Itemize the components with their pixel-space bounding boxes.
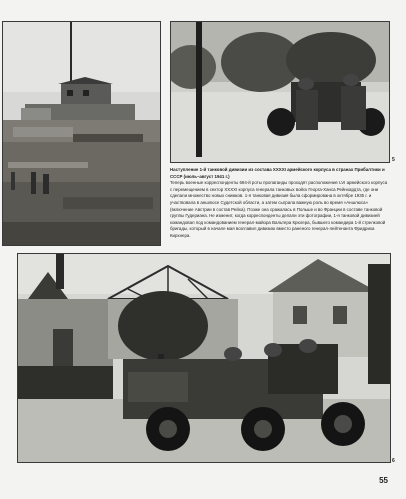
caption-body: Теперь военные корреспонденты 694-й роты пропаганды проходят расположение LVI армейского корпуса с перемещением в сектор XXXXI корпуса генерала танковых войск Георга-Ханса Рейнхардта, где они сделали множество новых снимков. 1-я танковая дивизия была сформирована в октябре 1935 г. и участвовала в аншлюсе Судетской области, а затем сыграла важную роль во время «Аншлюса» (включение Австрии в состав Рейха). Позже она сражалась в Польше и во Франции в составе танковой группы Гудериана. Не изменит, когда корреспонденты делали эти фотографии, 1-я танковой дивизией командовал под командованием генерал-майора Вальтера Крюгера, бывшего командира 1-й стрелковой бригады, который в начале мая возглавил дивизию вместо раненого генерал-лейтенанта Фридриха Кирхнера. bbox=[170, 180, 388, 238]
photo-gun-crew bbox=[170, 21, 390, 163]
photo-village-ruins bbox=[2, 21, 161, 246]
photo-caption bbox=[170, 167, 390, 240]
page-number: 55 bbox=[379, 476, 388, 485]
village-ruins-image bbox=[3, 22, 160, 245]
caption-title: Наступление 1-й танковой дивизии из состава XXXXI армейского корпуса в странах Прибалтики и СССР (июль–август 1941 г.) bbox=[170, 167, 385, 179]
photo-number-6: 6 bbox=[392, 458, 395, 464]
gun-crew-image bbox=[171, 22, 389, 162]
photo-staff-car bbox=[17, 253, 391, 463]
photo-number-5: 5 bbox=[392, 157, 395, 163]
staff-car-image bbox=[18, 254, 390, 462]
